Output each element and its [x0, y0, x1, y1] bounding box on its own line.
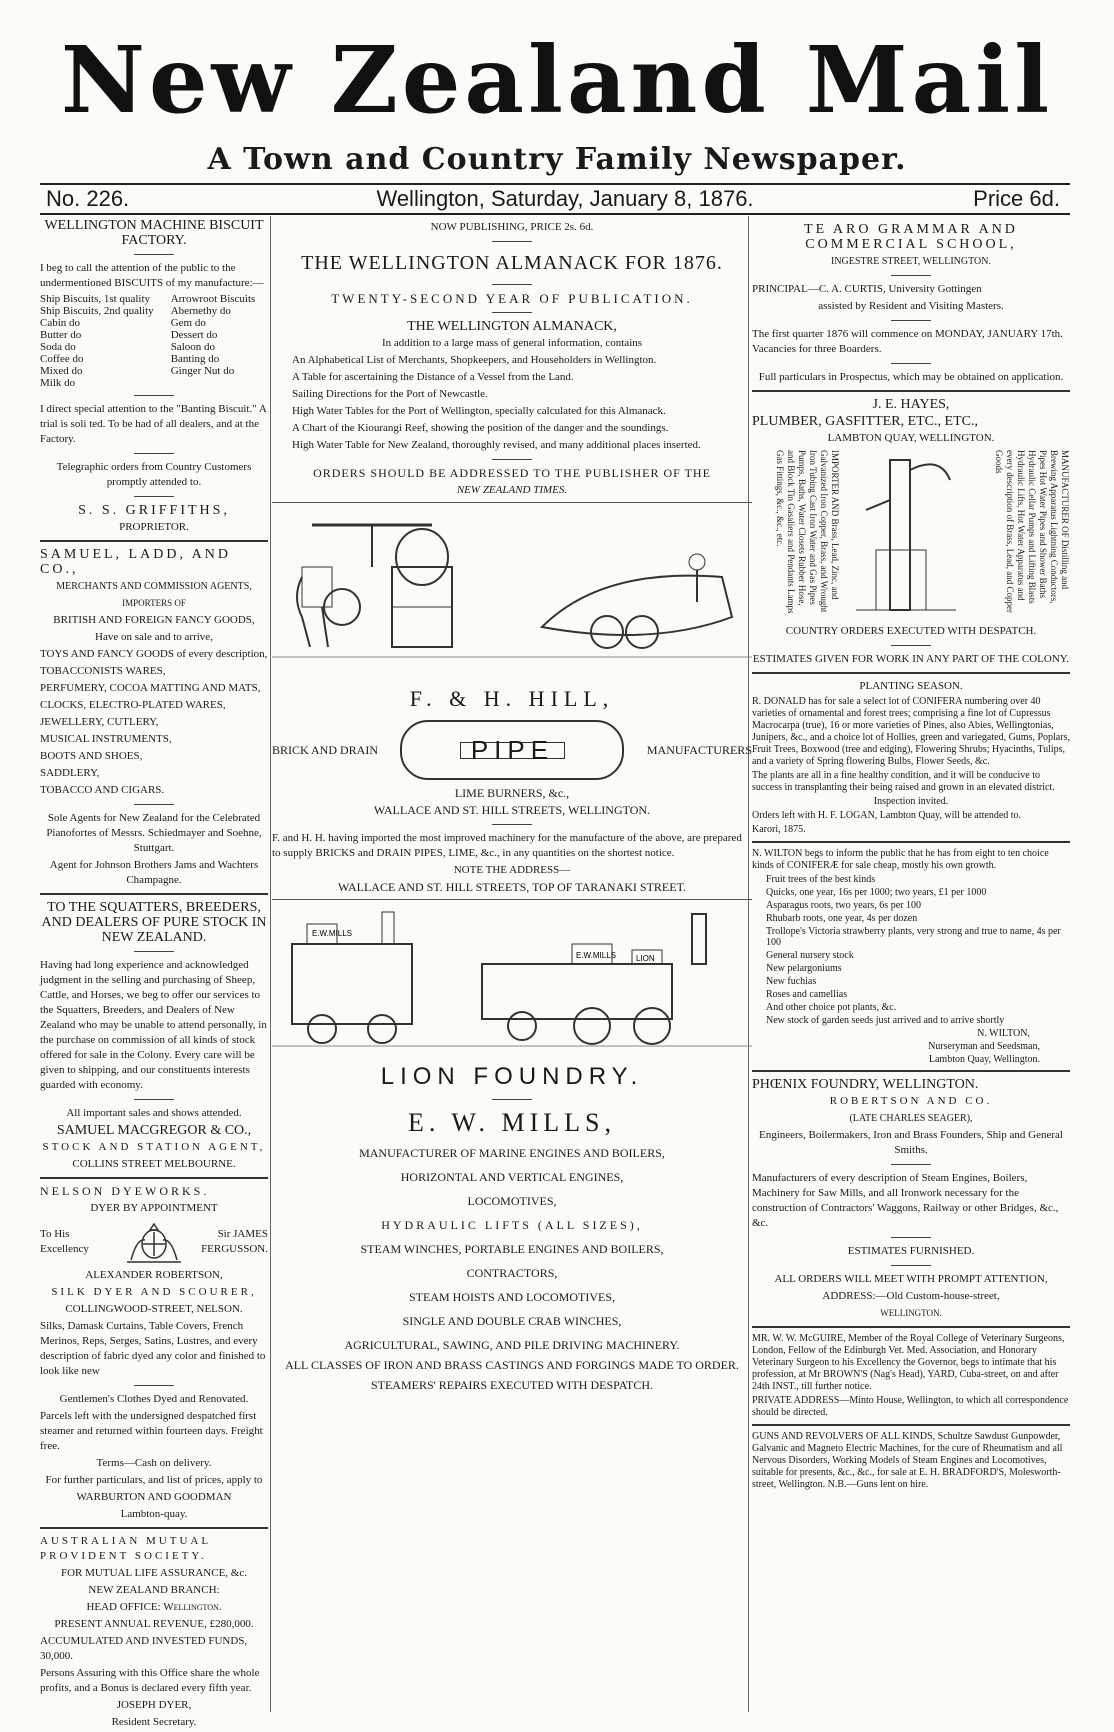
loco-label-1: E.W.MILLS — [312, 929, 353, 938]
divider — [752, 1326, 1070, 1328]
royal-arms-icon — [119, 1218, 189, 1266]
list-item: General nursery stock — [766, 950, 854, 961]
divider — [134, 1099, 174, 1100]
wilton-sign-role: Nurseryman and Seedsman, — [928, 1041, 1040, 1052]
list-item: JEWELLERY, CUTLERY, — [40, 716, 159, 728]
nelson-ad — [40, 1184, 268, 1522]
issue-number: No. 226. — [46, 186, 130, 211]
list-item: HYDRAULIC LIFTS (ALL SIZES), — [381, 1218, 643, 1232]
list-item: Rhubarb roots, one year, 4s per dozen — [766, 913, 918, 924]
nelson-appt: DYER BY APPOINTMENT — [90, 1202, 218, 1214]
list-item: And other choice pot plants, &c. — [766, 1002, 897, 1013]
nelson-addr: COLLINGWOOD-STREET, NELSON. — [65, 1303, 243, 1315]
hayes-ad — [752, 397, 1070, 667]
divider — [752, 1070, 1070, 1072]
hayes-name: J. E. HAYES, — [872, 397, 950, 412]
phoenix-orders: ALL ORDERS WILL MEET WITH PROMPT ATTENTION, — [774, 1273, 1048, 1285]
divider — [891, 1237, 931, 1238]
almanack-times: NEW ZEALAND TIMES. — [456, 484, 568, 496]
almanack-sub: THE WELLINGTON ALMANACK, — [407, 319, 617, 334]
list-item: Soda do — [40, 341, 76, 353]
biscuit-heading: WELLINGTON MACHINE BISCUIT FACTORY. — [44, 218, 264, 248]
mutual-for: FOR MUTUAL LIFE ASSURANCE, &c. — [61, 1567, 247, 1579]
ladd-importers: IMPORTERS OF — [122, 598, 186, 608]
biscuit-telegraph: Telegraphic orders from Country Customers promptly attended to. — [56, 461, 252, 488]
wilton-sign-addr: Lambton Quay, Wellington. — [928, 1054, 1040, 1065]
hill-name: F. & H. HILL, — [409, 686, 615, 711]
brickworks-illustration — [272, 507, 752, 677]
list-item: SADDLERY, — [40, 767, 100, 779]
hill-pipe: PIPE — [460, 742, 565, 759]
list-item: Coffee do — [40, 353, 84, 365]
hayes-imports: IMPORTER AND Brass, Lead, Zinc, and Galvanized Iron Copper, Brass, and Wrought Iron Tubing Cast Iron Water and Gas Pipes Pumps, Baths, Water Closets Rubber Hose, and Block Tin Gasaliers and Pendants Lamps Gas Fittings, &c., &c., etc. — [775, 450, 840, 614]
planting-heading: PLANTING SEASON. — [859, 680, 963, 692]
biscuit-list — [40, 293, 268, 389]
biscuit-ad — [40, 218, 268, 535]
list-item: Saloon do — [170, 341, 215, 353]
hayes-estimates: ESTIMATES GIVEN FOR WORK IN ANY PART OF THE COLONY. — [752, 653, 1070, 665]
mutual-funds: ACCUMULATED AND INVESTED FUNDS, 30,000. — [40, 1635, 248, 1662]
squatters-ad — [40, 900, 268, 1172]
hill-address: WALLACE AND ST. HILL STREETS, TOP OF TARANAKI STREET. — [337, 880, 687, 894]
divider — [134, 1385, 174, 1386]
list-item: Mixed do — [40, 365, 83, 377]
list-item: A Chart of the Kiourangi Reef, showing the position of the danger and the soundings. — [292, 422, 669, 434]
divider — [752, 1424, 1070, 1426]
nelson-name: ALEXANDER ROBERTSON, — [85, 1269, 223, 1281]
pump-icon — [846, 450, 970, 620]
mills-name: E. W. MILLS, — [407, 1108, 617, 1137]
divider — [492, 824, 532, 825]
list-item: Milk do — [40, 377, 76, 389]
hill-lime: LIME BURNERS, &c., — [454, 786, 570, 800]
ladd-arrive: Have on sale and to arrive, — [95, 631, 213, 643]
column-rule — [270, 216, 271, 1712]
almanack-now: NOW PUBLISHING, PRICE 2s. 6d. — [430, 221, 594, 233]
list-item: CONTRACTORS, — [466, 1266, 558, 1280]
hill-note: NOTE THE ADDRESS— — [453, 864, 571, 876]
lion-foundry-ad — [272, 904, 752, 1395]
phoenix-trade: Engineers, Boilermakers, Iron and Brass Founders, Ship and General Smiths. — [759, 1129, 1063, 1156]
list-item: PERFUMERY, COCOA MATTING AND MATS, — [40, 682, 261, 694]
ladd-sole: Sole Agents for New Zealand for the Celebrated Pianofortes of Messrs. Schiedmayer and Soehne, Stuttgart. — [46, 812, 262, 854]
aro-assisted: assisted by Resident and Visiting Masters. — [818, 300, 1004, 312]
list-item: A Table for ascertaining the Distance of a Vessel from the Land. — [292, 371, 574, 383]
issue-date: Wellington, Saturday, January 8, 1876. — [376, 186, 754, 211]
phoenix-heading: PHŒNIX FOUNDRY, WELLINGTON. — [752, 1077, 979, 1092]
squatters-heading: TO THE SQUATTERS, BREEDERS, AND DEALERS OF PURE STOCK IN NEW ZEALAND. — [41, 900, 267, 945]
list-item: New pelargoniums — [766, 963, 842, 974]
nelson-agent-addr: Lambton-quay. — [120, 1508, 188, 1520]
list-item: HORIZONTAL AND VERTICAL ENGINES, — [400, 1170, 624, 1184]
divider — [891, 1265, 931, 1266]
phoenix-late: (LATE CHARLES SEAGER), — [849, 1113, 973, 1124]
divider — [40, 893, 268, 895]
list-item: High Water Table for New Zealand, thoroughly revised, and many additional places inserted. — [292, 439, 701, 451]
wilton-ad — [752, 848, 1070, 1065]
hayes-manuf-box — [976, 450, 1070, 620]
column-right — [752, 214, 1070, 1493]
list-item: AGRICULTURAL, SAWING, AND PILE DRIVING MACHINERY. — [344, 1338, 680, 1352]
column-center — [272, 214, 752, 1397]
biscuit-proprietor-role: PROPRIETOR. — [119, 521, 189, 533]
hayes-country: COUNTRY ORDERS EXECUTED WITH DESPATCH. — [785, 625, 1037, 637]
squatters-attended: All important sales and shows attended. — [66, 1107, 242, 1119]
squatters-role: STOCK AND STATION AGENT, — [42, 1141, 266, 1153]
list-item: Quicks, one year, 16s per 1000; two years, £1 per 1000 — [766, 887, 987, 898]
list-item: Trollope's Victoria strawberry plants, very strong and true to name, 4s per 100 — [766, 926, 1061, 948]
hayes-imports-box — [752, 450, 840, 620]
aro-school-ad — [752, 222, 1070, 385]
divider — [492, 312, 532, 313]
planting-place: Karori, 1875. — [752, 824, 806, 835]
mcguire-private: PRIVATE ADDRESS—Minto House, Wellington, to which all correspondence should be directed. — [752, 1395, 1069, 1418]
biscuit-special: I direct special attention to the "Banting Biscuit." A trial is soli ted. To be had of all dealers, and at the Factory. — [40, 403, 267, 445]
almanack-orders: ORDERS SHOULD BE ADDRESSED TO THE PUBLISHER OF THE — [313, 466, 711, 480]
list-item: Ginger Nut do — [170, 365, 235, 377]
planting-orders: Orders left with H. F. LOGAN, Lambton Quay, will be attended to. — [752, 810, 1022, 821]
divider — [492, 241, 532, 242]
mutual-revenue: PRESENT ANNUAL REVENUE, £280,000. — [54, 1618, 254, 1630]
ladd-sub: MERCHANTS AND COMMISSION AGENTS, — [56, 581, 252, 592]
divider — [492, 284, 532, 285]
divider — [752, 841, 1070, 843]
list-item: Arrowroot Biscuits — [170, 293, 256, 305]
mutual-branch: NEW ZEALAND BRANCH: — [88, 1584, 220, 1596]
mutual-sign: JOSEPH DYER, — [116, 1699, 192, 1711]
hill-body: F. and H. H. having imported the most improved machinery for the manufacture of the above, are prepared to supply BRICKS and DRAIN PIPES, LIME, &c., in any quantities on the shortest notice. — [272, 832, 742, 859]
hayes-manuf: MANUFACTURER OF Distilling and Brewing Apparatus Lightning Conductors, Pipes Hot Water Pipes and Shower Baths Hydraulic Cellar Pumps and Lifting Blasts Hydraulic Lifts, Hot Water Apparatus and every description of Brass, Lead, and Copper Goods — [994, 450, 1070, 613]
phoenix-body: Manufacturers of every description of Steam Engines, Boilers, Machinery for Saw Mills, and all Ironwork necessary for the construction of Contractors' Waggons, Railway or other Bridges, &c., &c. — [752, 1172, 1059, 1229]
divider — [134, 395, 174, 396]
list-item: Butter do — [40, 329, 82, 341]
wilton-body: N. WILTON begs to inform the public that he has from eight to ten choice kinds of CONIFERÆ for sale cheap, mostly his own growth. — [752, 848, 1049, 871]
mcguire-ad — [752, 1333, 1070, 1419]
list-item: Abernethy do — [170, 305, 231, 317]
ladd-heading: SAMUEL, LADD, AND CO., — [40, 547, 231, 577]
squatters-addr: COLLINS STREET MELBOURNE. — [72, 1158, 236, 1170]
divider — [40, 1177, 268, 1179]
list-item: TOBACCO AND CIGARS. — [40, 784, 165, 796]
list-item: LOCOMOTIVES, — [467, 1194, 557, 1208]
loco-label-3: LION — [636, 954, 655, 963]
hill-brick: BRICK AND DRAIN — [272, 742, 379, 757]
list-item: SINGLE AND DOUBLE CRAB WINCHES, — [402, 1314, 622, 1328]
hayes-addr: LAMBTON QUAY, WELLINGTON. — [827, 432, 995, 444]
divider — [134, 951, 174, 952]
nelson-left: To His Excellency — [40, 1228, 89, 1255]
locomotives-illustration — [272, 904, 752, 1054]
nelson-heading: NELSON DYEWORKS. — [40, 1184, 210, 1198]
newspaper-subtitle: A Town and Country Family Newspaper. — [207, 142, 907, 177]
almanack-ad — [272, 220, 752, 498]
list-item: BOOTS AND SHOES, — [40, 750, 143, 762]
hill-ad — [272, 507, 752, 895]
list-item: Gem do — [170, 317, 206, 329]
newspaper-title: New Zealand Mail — [60, 26, 1054, 134]
divider — [752, 390, 1070, 392]
divider — [134, 496, 174, 497]
list-item: Fruit trees of the best kinds — [766, 874, 876, 885]
pipe-row — [272, 720, 752, 780]
almanack-twenty: TWENTY-SECOND YEAR OF PUBLICATION. — [331, 291, 693, 306]
nelson-agent: WARBURTON AND GOODMAN — [76, 1491, 232, 1503]
divider — [134, 804, 174, 805]
phoenix-name: ROBERTSON AND CO. — [829, 1095, 993, 1107]
nelson-further: For further particulars, and list of prices, apply to — [45, 1474, 263, 1486]
list-item: CLOCKS, ELECTRO-PLATED WARES, — [40, 699, 226, 711]
list-item: MUSICAL INSTRUMENTS, — [40, 733, 172, 745]
royal-arms-row — [40, 1218, 268, 1266]
nelson-parcels: Parcels left with the undersigned despatched first steamer and returned within fourteen days. Freight free. — [40, 1410, 263, 1452]
squatters-body: Having had long experience and acknowledged judgment in the selling and purchasing of Sheep, Cattle, and Horses, we beg to offer our services to the Squatters, Breeders, and Dealers of New Zealand who may be unable to attend personally, in the purchase on commission of all kinds of stock offered for sale in the Colony. Every care will be given to shipping, and our constituents interests guarded with economy. — [40, 959, 267, 1091]
almanack-title: THE WELLINGTON ALMANACK FOR 1876. — [301, 252, 723, 274]
biscuit-intro: I beg to call the attention of the public to the undermentioned BISCUITS of my manufacture:— — [40, 262, 264, 289]
nelson-gents: Gentlemen's Clothes Dyed and Renovated. — [59, 1393, 249, 1405]
nelson-terms: Terms—Cash on delivery. — [96, 1457, 212, 1469]
planting-ad — [752, 679, 1070, 836]
divider — [492, 459, 532, 460]
dateline — [40, 183, 1070, 215]
aro-heading: TE ARO GRAMMAR AND COMMERCIAL SCHOOL, — [804, 222, 1018, 252]
aro-full: Full particulars in Prospectus, which may be obtained on application. — [758, 371, 1064, 383]
list-item: Banting do — [170, 353, 220, 365]
list-item: Roses and camellias — [766, 989, 848, 1000]
list-item: Dessert do — [170, 329, 218, 341]
mutual-heading: AUSTRALIAN MUTUAL PROVIDENT SOCIETY. — [40, 1535, 211, 1562]
aro-quarter: The first quarter 1876 will commence on MONDAY, JANUARY 17th. Vacancies for three Boarders. — [752, 328, 1063, 355]
lion-title: LION FOUNDRY. — [380, 1063, 644, 1090]
list-item: Cabin do — [40, 317, 81, 329]
mutual-persons: Persons Assuring with this Office share the whole profits, and a Bonus is declared every fifth year. — [40, 1667, 260, 1694]
phoenix-town: WELLINGTON. — [880, 1308, 942, 1318]
almanack-addition: In addition to a large mass of general information, contains — [381, 337, 643, 349]
divider — [891, 275, 931, 276]
list-item: New stock of garden seeds just arrived and to arrive shortly — [766, 1015, 1005, 1026]
ladd-ad — [40, 547, 268, 888]
divider — [492, 1099, 532, 1100]
mutual-ad — [40, 1534, 268, 1730]
divider — [40, 540, 268, 542]
nelson-right: Sir JAMES FERGUSSON. — [201, 1228, 268, 1255]
list-item: ALL CLASSES OF IRON AND BRASS CASTINGS AND FORGINGS MADE TO ORDER. — [285, 1358, 739, 1372]
list-item: High Water Tables for the Port of Wellington, specially calculated for this Almanack. — [292, 405, 666, 417]
issue-price: Price 6d. — [973, 186, 1060, 211]
list-item: STEAM WINCHES, PORTABLE ENGINES AND BOILERS, — [360, 1242, 664, 1256]
divider — [891, 1164, 931, 1165]
mutual-office: HEAD OFFICE: Wellington. — [86, 1601, 222, 1613]
divider — [40, 1527, 268, 1529]
guns-ad — [752, 1431, 1070, 1491]
list-item: New fuchias — [766, 976, 817, 987]
loco-label-2: E.W.MILLS — [576, 951, 617, 960]
divider — [752, 672, 1070, 674]
phoenix-estimates: ESTIMATES FURNISHED. — [847, 1245, 975, 1257]
list-item: STEAMERS' REPAIRS EXECUTED WITH DESPATCH. — [370, 1378, 654, 1392]
wilton-sign: N. WILTON, — [977, 1028, 1030, 1039]
phoenix-address: ADDRESS:—Old Custom-house-street, — [822, 1290, 1000, 1302]
list-item: An Alphabetical List of Merchants, Shopkeepers, and Householders in Wellington. — [292, 354, 657, 366]
list-item: Sailing Directions for the Port of Newcastle. — [292, 388, 488, 400]
nelson-body: Silks, Damask Curtains, Table Covers, French Merinos, Reps, Serges, Satins, Lustres, and every description of fabric dyed any color and finished to look like new — [40, 1320, 266, 1377]
hayes-trade: PLUMBER, GASFITTER, ETC., ETC., — [752, 414, 978, 429]
ladd-goods: BRITISH AND FOREIGN FANCY GOODS, — [53, 614, 255, 626]
pipe-illustration — [400, 720, 624, 780]
squatters-name: SAMUEL MACGREGOR & CO., — [56, 1123, 252, 1138]
aro-principal: PRINCIPAL—C. A. CURTIS, University Gottingen — [752, 283, 982, 295]
ladd-agent: Agent for Johnson Brothers Jams and Wachters Champagne. — [49, 859, 259, 886]
divider — [134, 453, 174, 454]
divider — [272, 502, 752, 503]
hill-wallace: WALLACE AND ST. HILL STREETS, WELLINGTON. — [373, 803, 651, 817]
list-item: TOYS AND FANCY GOODS of every description, — [40, 648, 268, 660]
nelson-trade: SILK DYER AND SCOURER, — [51, 1286, 257, 1298]
list-item: Ship Biscuits, 2nd quality — [40, 305, 154, 317]
list-item: Asparagus roots, two years, 6s per 100 — [766, 900, 921, 911]
divider — [891, 320, 931, 321]
list-item: Ship Biscuits, 1st quality — [40, 293, 151, 305]
list-item: TOBACCONISTS WARES, — [40, 665, 166, 677]
mutual-sign-role: Resident Secretary. — [111, 1716, 197, 1728]
planting-plants: The plants are all in a fine healthy condition, and it will be conducive to success in transplanting their being raised and grown in an elevated district. — [752, 770, 1055, 793]
phoenix-ad — [752, 1077, 1070, 1321]
list-item: STEAM HOISTS AND LOCOMOTIVES, — [408, 1290, 615, 1304]
mcguire-body: MR. W. W. McGUIRE, Member of the Royal College of Veterinary Surgeons, London, Fellow of the Edinburgh Vet. Med. Association, and Honorary Veterinary Surgeon to his Excellency the Governor, begs to intimate that his profession, at Mr BROWN'S (Nag's Head), YARD, Cuba-street, on and after 24th INST., till further notice. — [752, 1333, 1065, 1392]
planting-body: R. DONALD has for sale a select lot of CONIFERA numbering over 40 varieties of ornamental and forest trees; comprising a fine lot of Cupressus Macrocarpa (true), 16 or more varieties of Pines, also Abies, Wellingtonias, Junipers, &c., and a choice lot of Hollies, green and variegated, Gums, Poplars, Fruit Trees, Boxwood (tree and edging), Flowering Shrubs; Hyacinths, Tulips, and a variety of Spring flowering Bulbs, Flower Seeds, &c. — [752, 696, 1070, 767]
divider — [134, 254, 174, 255]
guns-body: GUNS AND REVOLVERS OF ALL KINDS, Schultze Sawdust Gunpowder, Galvanic and Magneto Electric Machines, for the cure of Rheumatism and all Nervous Disorders, Working Models of Steam Engines and Locomotives, suitable for presents, &c., &c., for sale at E. H. BRADFORD'S, Molesworth-street, Wellington. N.B.—Guns lent on hire. — [752, 1431, 1063, 1490]
hayes-panel — [752, 450, 1070, 620]
column-left — [40, 214, 268, 1732]
planting-inspection: Inspection invited. — [873, 796, 949, 807]
divider — [272, 899, 752, 900]
list-item: MANUFACTURER OF MARINE ENGINES AND BOILERS, — [359, 1146, 665, 1160]
biscuit-proprietor-name: S. S. GRIFFITHS, — [78, 503, 230, 518]
aro-addr: INGESTRE STREET, WELLINGTON. — [831, 256, 991, 267]
divider — [891, 645, 931, 646]
hill-manuf: MANUFACTURERS — [646, 742, 752, 757]
divider — [891, 363, 931, 364]
list-item — [171, 377, 268, 389]
